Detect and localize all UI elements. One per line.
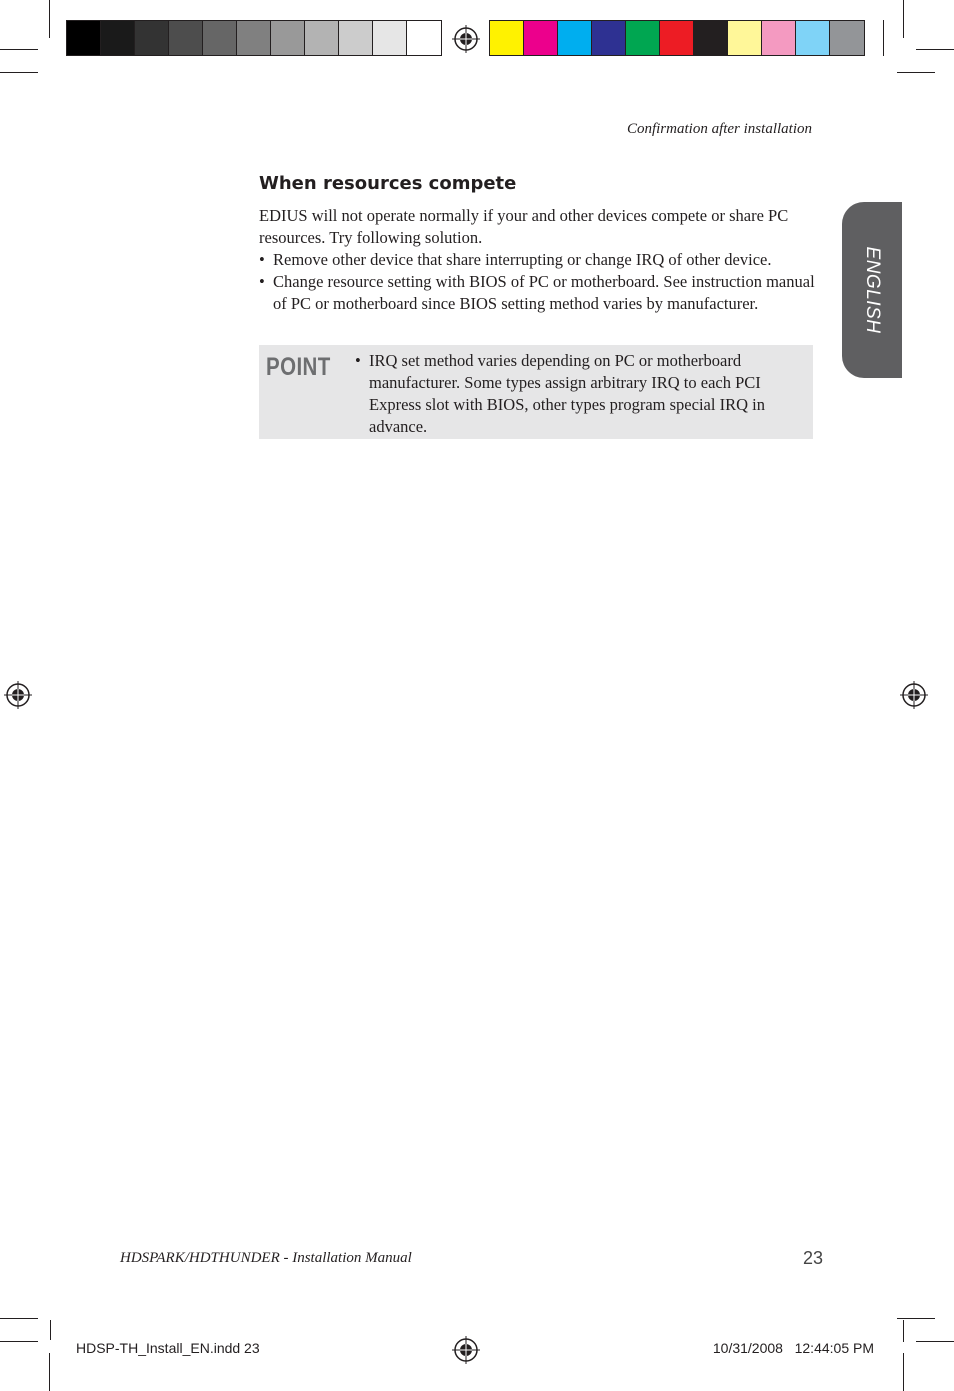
- language-tab-label: ENGLISH: [862, 246, 883, 334]
- point-callout: [259, 345, 813, 439]
- color-swatch: [796, 21, 830, 55]
- crop-mark: [903, 1320, 904, 1342]
- color-swatch: [694, 21, 728, 55]
- crop-mark: [49, 1353, 50, 1391]
- page-number: 23: [803, 1248, 824, 1268]
- crop-mark: [883, 20, 884, 56]
- color-swatch: [592, 21, 626, 55]
- point-list: [355, 350, 800, 438]
- section-body: [259, 205, 815, 315]
- color-swatch: [660, 21, 694, 55]
- color-swatch: [762, 21, 796, 55]
- crop-mark: [897, 1318, 935, 1319]
- color-swatch: [305, 21, 339, 55]
- slug-file-name: HDSP-TH_Install_EN.indd 23: [76, 1340, 260, 1356]
- crop-mark: [903, 0, 904, 38]
- registration-mark-icon: [452, 25, 480, 53]
- crop-mark: [49, 0, 50, 38]
- process-color-bar: [489, 20, 865, 56]
- crop-mark: [0, 1318, 38, 1319]
- language-tab: [842, 202, 902, 378]
- crop-mark: [0, 1341, 38, 1342]
- footer-manual-title: HDSPARK/HDTHUNDER - Installation Manual: [120, 1250, 412, 1266]
- crop-mark: [897, 72, 935, 73]
- color-swatch: [271, 21, 305, 55]
- color-swatch: [830, 21, 864, 55]
- registration-mark-icon: [452, 1336, 480, 1364]
- slug-timestamp: 10/31/2008 12:44:05 PM: [712, 1340, 874, 1356]
- crop-mark: [0, 72, 38, 73]
- point-label: POINT: [266, 353, 331, 381]
- color-swatch: [407, 21, 441, 55]
- registration-mark-icon: [4, 681, 32, 709]
- section-title: When resources compete: [259, 173, 517, 194]
- color-swatch: [728, 21, 762, 55]
- color-swatch: [626, 21, 660, 55]
- color-swatch: [373, 21, 407, 55]
- color-swatch: [490, 21, 524, 55]
- crop-mark: [916, 1341, 954, 1342]
- color-swatch: [203, 21, 237, 55]
- registration-mark-icon: [900, 681, 928, 709]
- color-swatch: [67, 21, 101, 55]
- solution-list: [259, 249, 815, 315]
- color-swatch: [524, 21, 558, 55]
- crop-mark: [903, 1353, 904, 1391]
- list-item: • IRQ set method varies depending on PC or motherboard manufacturer. Some types assign arbitrary IRQ to each PCI Express slot with BIOS, other types program special IRQ in advance.: [355, 350, 800, 438]
- running-head: Confirmation after installation: [626, 121, 812, 137]
- grayscale-color-bar: [66, 20, 442, 56]
- intro-paragraph: EDIUS will not operate normally if your and other devices compete or share PC resources. Try following solution.: [259, 206, 789, 247]
- crop-mark: [916, 49, 954, 50]
- color-swatch: [135, 21, 169, 55]
- color-swatch: [101, 21, 135, 55]
- crop-mark: [50, 1320, 51, 1340]
- list-item: • Remove other device that share interrupting or change IRQ of other device.: [259, 249, 815, 271]
- color-swatch: [339, 21, 373, 55]
- crop-mark: [0, 49, 38, 50]
- list-item: • Change resource setting with BIOS of PC or motherboard. See instruction manual of PC or motherboard since BIOS setting method varies by manufacturer.: [259, 271, 815, 315]
- color-swatch: [169, 21, 203, 55]
- color-swatch: [558, 21, 592, 55]
- color-swatch: [237, 21, 271, 55]
